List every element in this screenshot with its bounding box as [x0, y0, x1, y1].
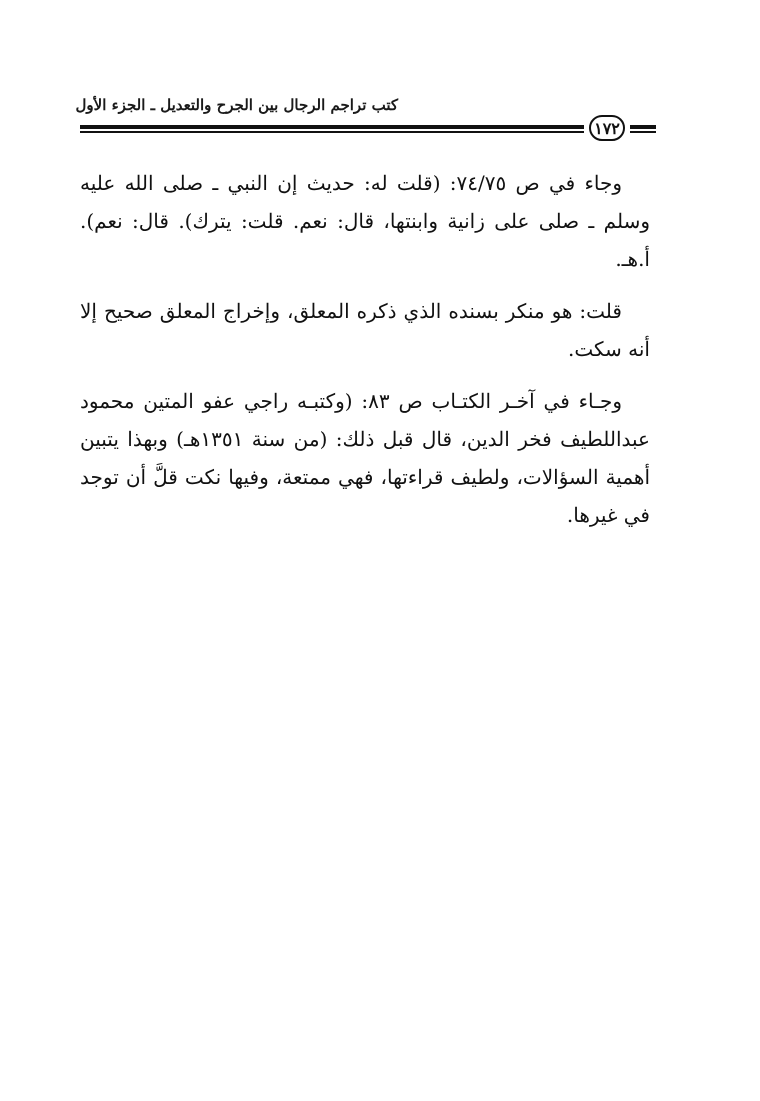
- header-rule: [80, 125, 584, 134]
- header-rule-thin: [80, 131, 584, 133]
- running-head-title: كتب تراجم الرجال بين الجرح والتعديل ـ الجزء الأول: [75, 96, 398, 114]
- header-rule-short: [630, 125, 656, 134]
- header-rule-thick: [80, 125, 584, 129]
- paragraph-2: قلت: هو منكر بسنده الذي ذكره المعلق، وإخراج المعلق صحيح إلا أنه سكت.: [80, 299, 650, 361]
- paragraph-1: وجاء في ص ٧٤/٧٥: (قلت له: حديث إن النبي ـ صلى الله عليه وسلم ـ صلى على زانية وابنتها، قال: نعم. قلت: يترك). قال: نعم). أ.هـ.: [80, 171, 650, 271]
- header-rule-short-thick: [630, 125, 656, 129]
- page-number: ١٧٢: [589, 115, 625, 141]
- body-text: [80, 164, 650, 548]
- paragraph-3: وجـاء في آخـر الكتـاب ص ٨٣: (وكتبـه راجي عفو المتين محمود عبداللطيف فخر الدين، قال قبل ذلك: (من سنة ١٣٥١هـ) وبهذا يتبين أهمية السؤالات، ولطيف قراءتها، فهي ممتعة، وفيها نكت قلَّ أن توجد في غيرها.: [80, 389, 650, 527]
- header-rule-short-thin: [630, 131, 656, 133]
